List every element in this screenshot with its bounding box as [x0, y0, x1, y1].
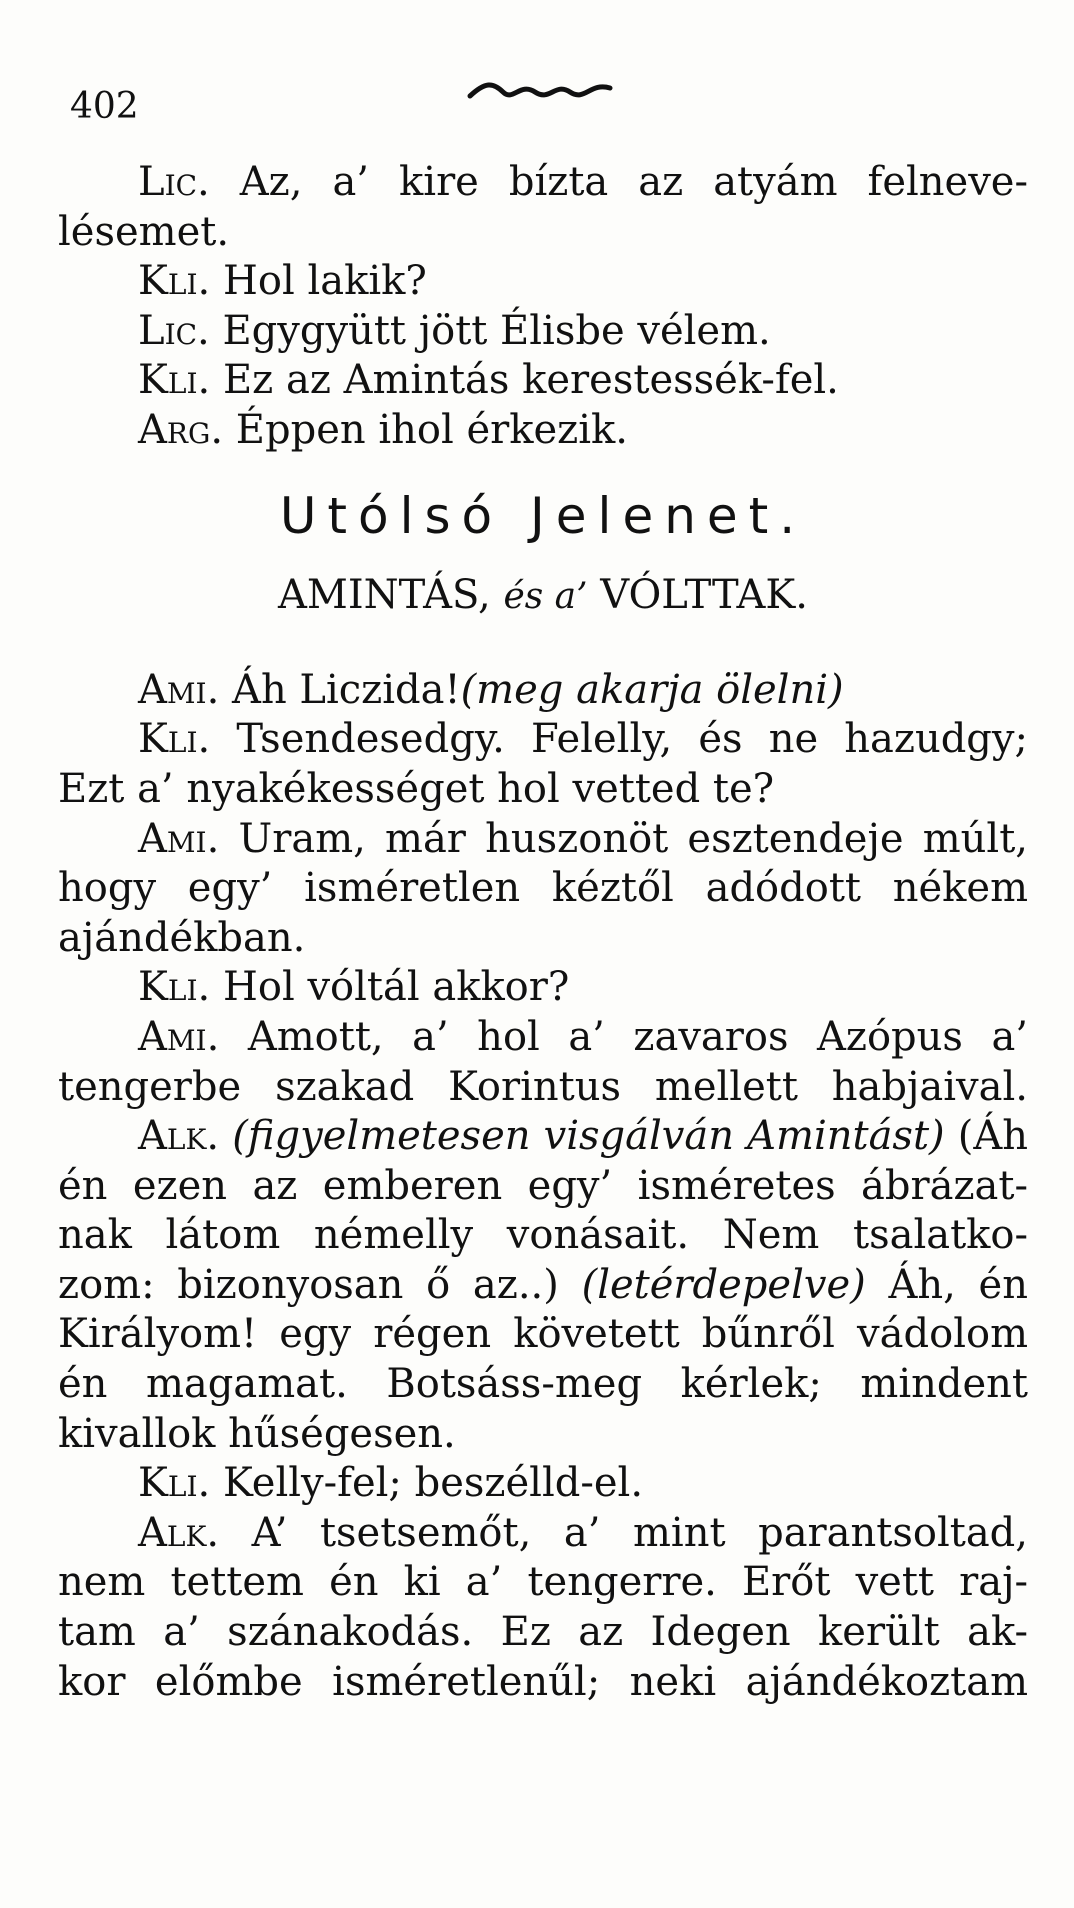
text-line	[58, 864, 1028, 914]
speaker-label: Kli.	[138, 716, 211, 763]
line-text: hogy egy’ isméretlen kéztől adódott nékem	[58, 865, 1028, 912]
text-line	[58, 1211, 1028, 1261]
line-text-after-direction: (Áh	[944, 1113, 1028, 1160]
speaker-label: Ami.	[138, 666, 220, 713]
text-line	[58, 356, 1028, 406]
stage-direction: (figyelmetesen visgálván Amintást)	[232, 1113, 945, 1160]
text-line	[58, 1063, 1028, 1113]
line-text: nem tettem én ki a’ tengerre. Erőt vett raj-	[58, 1559, 1028, 1606]
speaker-label: Arg.	[138, 406, 224, 453]
line-text: Tsendesedgy. Felelly, és ne hazudgy;	[210, 716, 1028, 763]
speaker-label: Kli.	[138, 1460, 211, 1507]
speaker-label: Kli.	[138, 964, 211, 1011]
line-text: Ezt a’ nyakékességet hol vetted te?	[58, 765, 775, 812]
line-text: Éppen ihol érkezik.	[223, 406, 629, 453]
line-text: Ez az Amintás kerestessék-fel.	[210, 357, 839, 404]
text-line	[58, 914, 1028, 964]
text-line	[58, 1310, 1028, 1360]
text-line	[58, 1410, 1028, 1460]
line-text: Kelly-fel; beszélld-el.	[210, 1460, 644, 1507]
line-text: kivallok hűségesen.	[58, 1410, 456, 1457]
line-text	[219, 1113, 232, 1159]
dialogue-block-main	[58, 666, 1028, 1707]
line-text: Királyom! egy régen követett bűnről vádolom	[58, 1311, 1028, 1358]
line-text: én magamat. Botsáss-meg kérlek; mindent	[58, 1361, 1028, 1408]
dialogue-block-top	[58, 158, 1028, 456]
line-text: én ezen az emberen egy’ isméretes ábrázat-	[58, 1162, 1028, 1209]
text-line	[58, 1509, 1028, 1559]
stage-direction: (letérdepelve)	[581, 1261, 866, 1308]
text-line	[58, 1261, 1028, 1311]
speaker-label: Lic.	[138, 307, 210, 354]
text-line	[58, 208, 1028, 258]
line-text: ajándékban.	[58, 914, 306, 961]
line-text: Áh Liczida!	[219, 666, 461, 713]
text-line	[58, 158, 1028, 208]
cast-name: AMINTÁS,	[278, 572, 491, 619]
page-body	[58, 158, 1028, 1707]
line-text: kor előmbe isméretlenűl; neki ajándékoztam	[58, 1658, 1028, 1705]
speaker-label: Ami.	[138, 815, 220, 862]
line-text: Hol vóltál akkor?	[210, 964, 570, 1011]
cast-others: VÓLTTAK.	[600, 572, 808, 619]
text-line	[58, 1162, 1028, 1212]
cast-line	[58, 571, 1028, 622]
line-text-after-direction: Áh, én	[865, 1261, 1028, 1308]
line-text: nak látom némelly vonásait. Nem tsalatko-	[58, 1212, 1028, 1259]
page-number: 402	[70, 86, 139, 127]
stage-direction: (meg akarja ölelni)	[460, 666, 844, 713]
line-text: zom: bizonyosan ő az..)	[58, 1261, 582, 1308]
text-line	[58, 1658, 1028, 1708]
text-line	[58, 666, 1028, 716]
line-text: A’ tsetsemőt, a’ mint parantsoltad,	[219, 1509, 1028, 1556]
line-text: lésemet.	[58, 208, 230, 255]
line-text: Egygyütt jött Élisbe vélem.	[209, 307, 771, 354]
line-text: Hol lakik?	[210, 258, 427, 305]
cast-conjunction: és a’	[503, 576, 588, 618]
scene-title: Utólsó Jelenet.	[279, 486, 807, 545]
text-line	[58, 1360, 1028, 1410]
text-line	[58, 307, 1028, 357]
line-text: Az, a’ kire bízta az atyám felneve-	[209, 159, 1028, 205]
speaker-label: Alk.	[138, 1113, 220, 1160]
line-text: tam a’ szánakodás. Ez az Idegen került ak-	[58, 1609, 1028, 1656]
text-line	[58, 1112, 1028, 1162]
text-line	[58, 963, 1028, 1013]
speaker-label: Alk.	[138, 1509, 220, 1556]
text-line	[58, 1459, 1028, 1509]
speaker-label: Kli.	[138, 258, 211, 305]
scroll-ornament-icon	[465, 74, 615, 104]
text-line	[58, 715, 1028, 765]
text-line	[58, 765, 1028, 815]
line-text: tengerbe szakad Korintus mellett habjaival.	[58, 1063, 1028, 1110]
page-header	[0, 0, 1074, 140]
text-line	[58, 1558, 1028, 1608]
text-line	[58, 1608, 1028, 1658]
speaker-label: Kli.	[138, 357, 211, 404]
line-text: Uram, már huszonöt esztendeje múlt,	[219, 815, 1028, 862]
text-line	[58, 1013, 1028, 1063]
speaker-label: Ami.	[138, 1013, 220, 1060]
text-line	[58, 406, 1028, 456]
line-text: Amott, a’ hol a’ zavaros Azópus a’	[219, 1013, 1028, 1060]
text-line	[58, 815, 1028, 865]
text-line	[58, 257, 1028, 307]
speaker-label: Lic.	[138, 159, 210, 205]
